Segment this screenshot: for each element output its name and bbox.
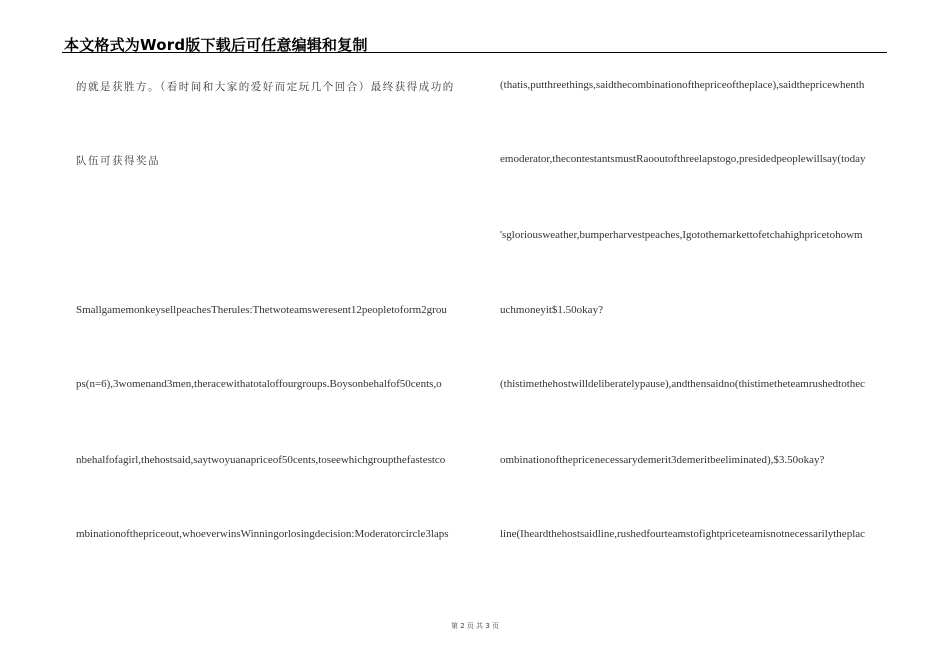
page-number: 第 2 页 共 3 页 (450, 622, 500, 630)
text-line: 的就是获胜方。（看时间和大家的爱好而定玩几个回合）最终获得成功的 (76, 81, 455, 93)
text-line: (thistimethehostwilldeliberatelypause),andthensaidno(thistimetheteamrushedtothec (500, 378, 866, 390)
text-line: nbehalfofagirl,thehostsaid,saytwoyuanapriceof50cents,toseewhichgroupthefastestco (76, 454, 446, 466)
text-line: SmallgamemonkeysellpeachesTherules:Thetwoteamsweresent12peopletoform2grou (76, 304, 447, 316)
text-line: uchmoneyit$1.50okay? (500, 304, 603, 316)
text-line: ps(n=6),3womenand3men,theracewithatotaloffourgroups.Boysonbehalfof50cents,o (76, 378, 442, 390)
text-line: mbinationofthepriceout,whoeverwinsWinningorlosingdecision:Moderatorcircle3laps (76, 528, 449, 540)
header-divider (62, 52, 887, 53)
header-title: 本文格式为Word版下载后可任意编辑和复制 (64, 36, 368, 54)
text-line: 队伍可获得奖品 (76, 155, 160, 167)
text-line: (thatis,putthreethings,saidthecombinationofthepriceoftheplace),saidthepricewhenth (500, 79, 865, 91)
text-line: ombinationofthepricenecessarydemerit3demeritbeeliminated),$3.50okay? (500, 454, 825, 466)
text-line: 'sgloriousweather,bumperharvestpeaches,Igotothemarkettofetchahighpricetohowm (500, 229, 863, 241)
text-line: line(Iheardthehostsaidline,rushedfourteamstofightpriceteamisnotnecessarilytheplac (500, 528, 866, 540)
text-line: emoderator,thecontestantsmustRaooutofthreelapstogo,presidedpeoplewillsay(today (500, 153, 866, 165)
